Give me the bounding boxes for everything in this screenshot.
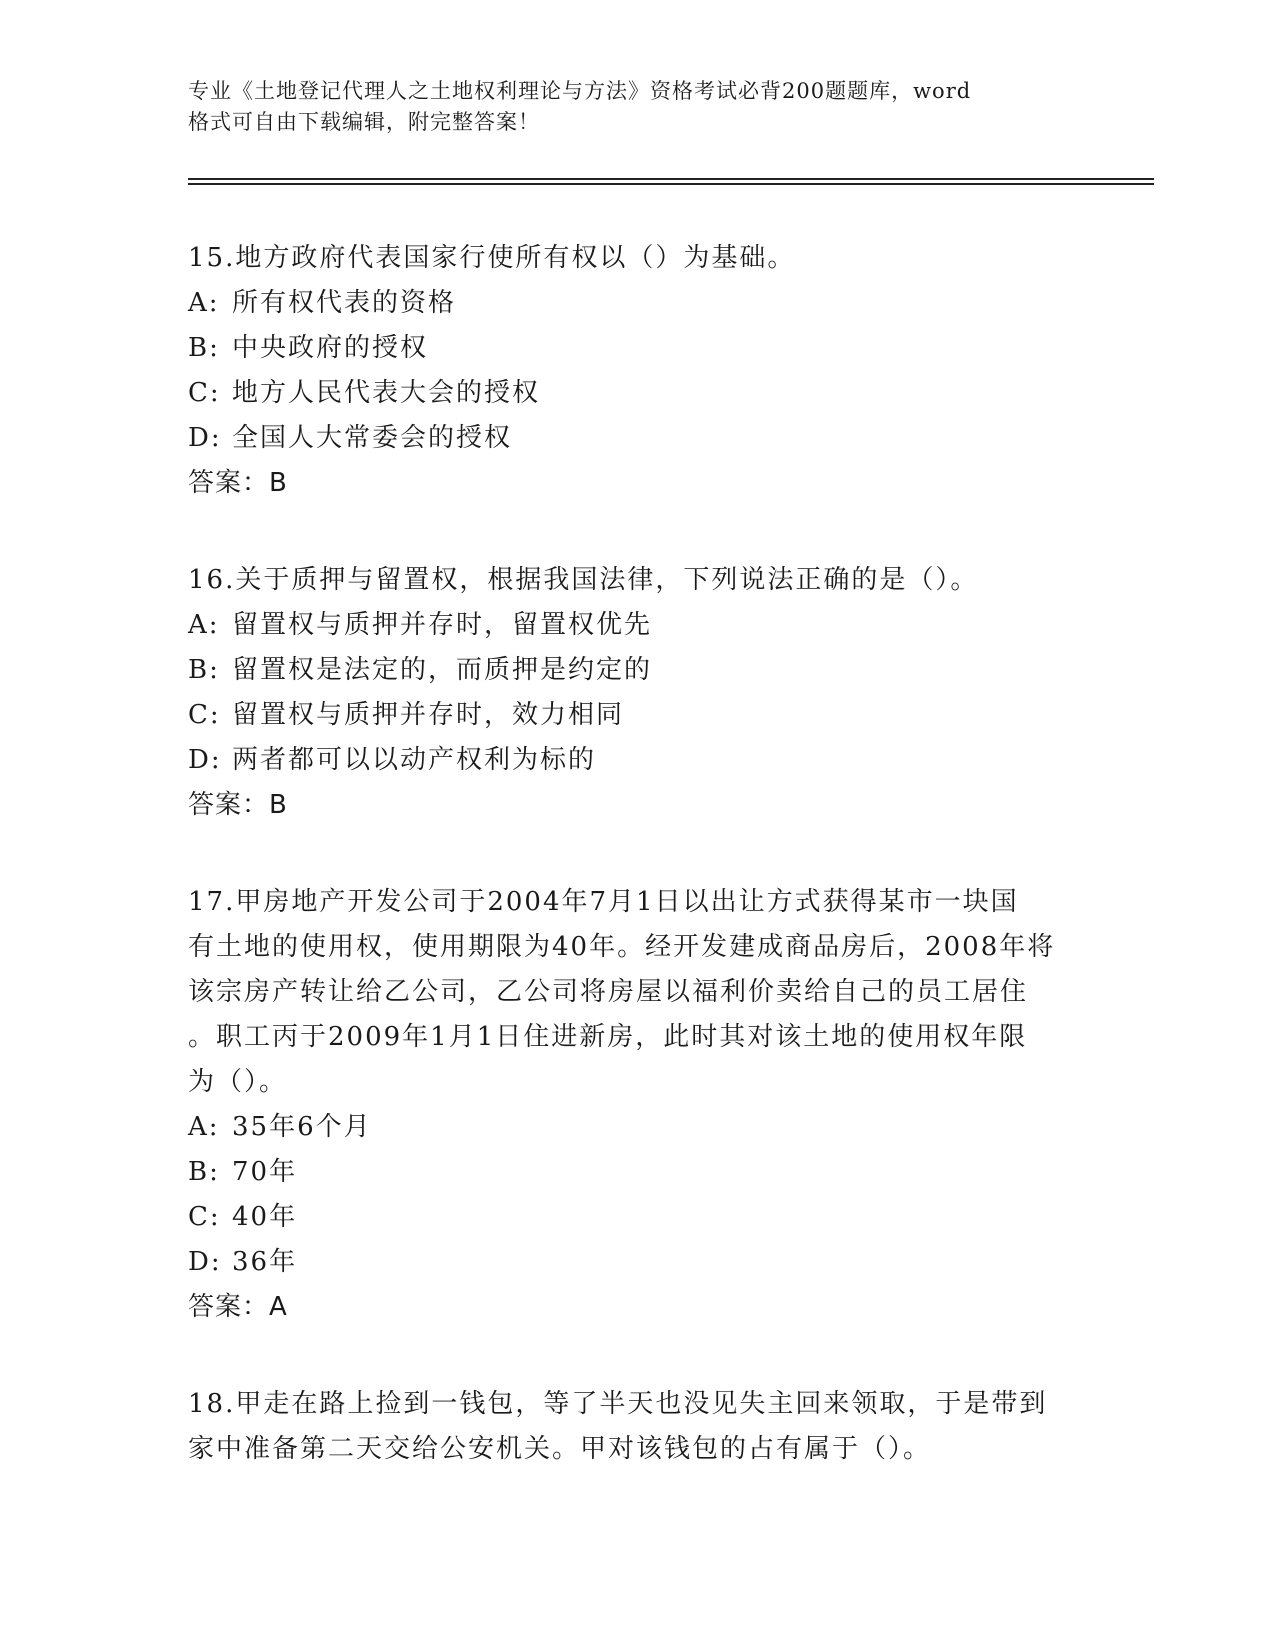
question-stem-line: 为（）。 [188, 1067, 288, 1097]
question-stem-line: 18.甲走在路上捡到一钱包，等了半天也没见失主回来领取，于是带到 [188, 1389, 1048, 1419]
option-key: C: [188, 1202, 221, 1232]
header-line-2: 格式可自由下载编辑，附完整答案！ [188, 110, 540, 134]
option-key: A: [188, 288, 220, 318]
option-d [188, 416, 1088, 461]
option-key: C: [188, 378, 221, 408]
option-b [188, 648, 1088, 693]
question-stem-line: 有土地的使用权，使用期限为40年。经开发建成商品房后，2008年将 [188, 932, 1056, 962]
option-text: 所有权代表的资格 [232, 288, 457, 318]
question-17 [188, 880, 1088, 1330]
question-stem-line: 家中准备第二天交给公安机关。甲对该钱包的占有属于（）。 [188, 1434, 932, 1464]
option-c [188, 693, 1088, 738]
answer-label: 答案：B [188, 468, 288, 498]
document-header [188, 76, 1068, 138]
header-line-1: 专业《土地登记代理人之土地权利理论与方法》资格考试必背200题题库，word [188, 79, 972, 103]
option-key: D: [188, 1247, 222, 1277]
answer-label: 答案：B [188, 790, 288, 820]
option-key: B: [188, 333, 220, 363]
option-d [188, 1240, 1088, 1285]
option-text: 中央政府的授权 [232, 333, 429, 363]
option-text: 40年 [232, 1202, 298, 1232]
question-list [188, 236, 1088, 1524]
option-a [188, 603, 1088, 648]
option-b [188, 326, 1088, 371]
option-key: A: [188, 610, 220, 640]
option-key: B: [188, 1157, 220, 1187]
option-text: 留置权与质押并存时，效力相同 [232, 700, 625, 730]
question-stem: 16.关于质押与留置权，根据我国法律，下列说法正确的是（）。 [188, 565, 979, 595]
option-c [188, 1195, 1088, 1240]
answer-label: 答案：A [188, 1292, 288, 1322]
question-18 [188, 1382, 1088, 1472]
question-stem-line: 17.甲房地产开发公司于2004年7月1日以出让方式获得某市一块国 [188, 887, 1019, 917]
option-c [188, 371, 1088, 416]
option-a [188, 1105, 1088, 1150]
option-key: D: [188, 423, 222, 453]
option-key: D: [188, 745, 222, 775]
header-divider-top [188, 178, 1154, 180]
header-divider-bottom [188, 183, 1154, 185]
question-16 [188, 558, 1088, 828]
option-b [188, 1150, 1088, 1195]
option-text: 两者都可以以动产权利为标的 [232, 745, 597, 775]
option-a [188, 281, 1088, 326]
option-text: 70年 [232, 1157, 298, 1187]
question-stem: 15.地方政府代表国家行使所有权以（）为基础。 [188, 243, 796, 273]
option-text: 35年6个月 [232, 1112, 372, 1142]
option-key: A: [188, 1112, 220, 1142]
option-text: 地方人民代表大会的授权 [232, 378, 541, 408]
question-stem-line: 该宗房产转让给乙公司，乙公司将房屋以福利价卖给自己的员工居住 [188, 977, 1029, 1007]
option-text: 留置权与质押并存时，留置权优先 [232, 610, 653, 640]
option-text: 全国人大常委会的授权 [232, 423, 513, 453]
question-stem-line: 。职工丙于2009年1月1日住进新房，此时其对该土地的使用权年限 [188, 1022, 1028, 1052]
option-text: 36年 [232, 1247, 298, 1277]
option-text: 留置权是法定的，而质押是约定的 [232, 655, 653, 685]
question-15 [188, 236, 1088, 506]
option-key: B: [188, 655, 220, 685]
option-d [188, 738, 1088, 783]
option-key: C: [188, 700, 221, 730]
